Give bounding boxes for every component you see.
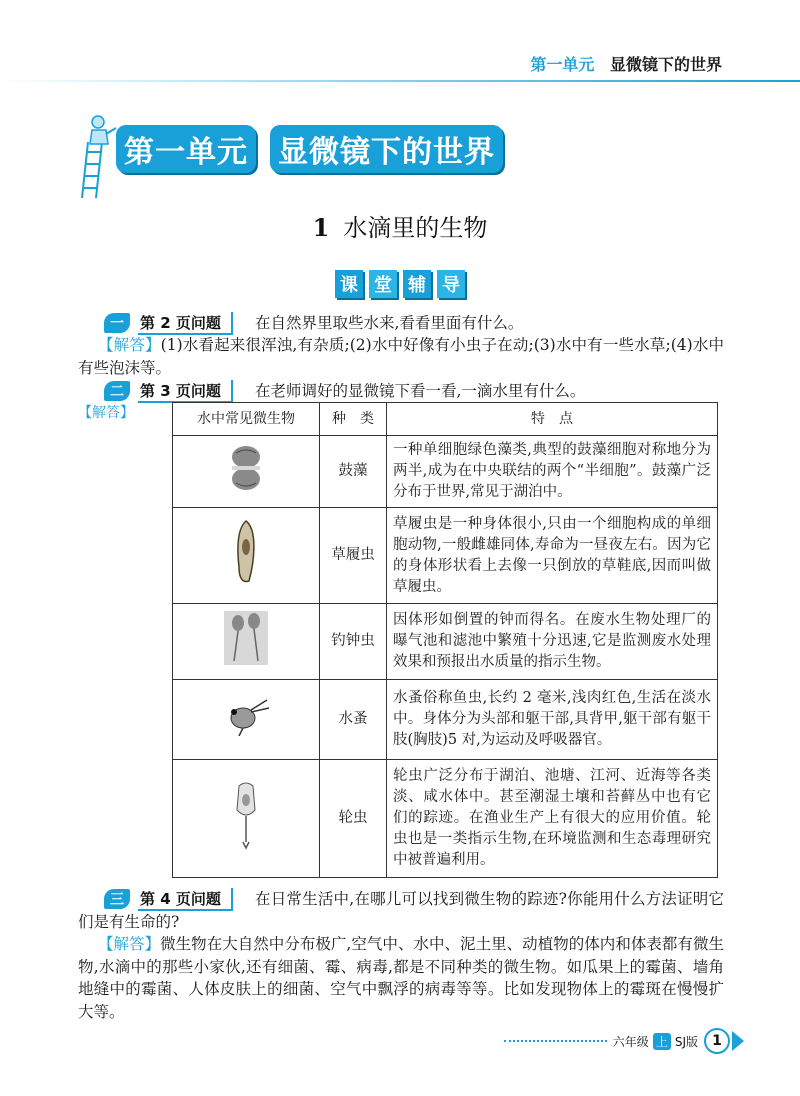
unit-banner-name: 显微镜下的世界 [270, 125, 503, 173]
footer-term: 上 [653, 1033, 671, 1050]
question-2-badge: 二 [104, 381, 130, 401]
question-2-label: 第 3 页问题 [138, 380, 233, 403]
table-row [173, 680, 718, 760]
lesson-title [0, 208, 800, 243]
organism-kind: 轮虫 [320, 760, 387, 878]
rotifer-image [173, 760, 320, 878]
table-row [173, 760, 718, 878]
page-footer [504, 1030, 744, 1052]
organism-feature: 一种单细胞绿色藻类,典型的鼓藻细胞对称地分为两半,成为在中央联结的两个“半细胞”。鼓藻广泛分布于世界,常见于湖泊中。 [387, 436, 718, 508]
table-row [173, 604, 718, 680]
footer-edition: SJ版 [674, 1034, 698, 1049]
question-1-answer [78, 334, 724, 379]
question-3-label: 第 4 页问题 [138, 888, 233, 911]
question-3-badge: 三 [104, 889, 130, 909]
organism-kind: 钓钟虫 [320, 604, 387, 680]
question-1-badge: 一 [104, 313, 130, 333]
table-header: 特 点 [387, 403, 718, 436]
daphnia-icon [221, 696, 271, 736]
header-rule [0, 80, 800, 82]
running-header-unit: 第一单元 [530, 55, 595, 74]
page-number: 1 [704, 1028, 730, 1054]
footer-dashes [504, 1040, 607, 1042]
daphnia-image [173, 680, 320, 760]
table-header: 水中常见微生物 [173, 403, 320, 436]
lesson-number: 1 [312, 213, 330, 242]
organism-feature: 轮虫广泛分布于湖泊、池塘、江河、近海等各类淡、咸水体中。甚至潮湿土壤和苔藓丛中也有它们的踪迹。在渔业生产上有很大的应用价值。轮虫也是一类指示生物,在环境监测和生态毒理研究中被普遍利用。 [387, 760, 718, 878]
section-header [0, 270, 800, 298]
vorticella-icon [224, 611, 268, 665]
question-2-tag [104, 380, 233, 402]
page-arrow-icon [732, 1031, 744, 1051]
organism-feature: 水蚤俗称鱼虫,长约 2 毫米,浅肉红色,生活在淡水中。身体分为头部和躯干部,具背甲,躯干部有躯干肢(胸肢)5 对,为运动及呼吸器官。 [387, 680, 718, 760]
section-char: 堂 [369, 270, 397, 298]
answer-label: 【解答】 [98, 336, 161, 354]
table-header: 种 类 [320, 403, 387, 436]
desmid-icon [226, 443, 266, 493]
lesson-name: 水滴里的生物 [343, 214, 488, 242]
table-header-row [173, 403, 718, 436]
running-header-title: 显微镜下的世界 [609, 55, 722, 74]
table-row [173, 436, 718, 508]
section-char: 课 [335, 270, 363, 298]
answer-label: 【解答】 [98, 935, 161, 953]
rotifer-icon [231, 780, 261, 850]
question-2-answer-label: 【解答】 [78, 405, 134, 421]
section-char: 辅 [403, 270, 431, 298]
paramecium-image [173, 508, 320, 604]
answer-text: 微生物在大自然中分布极广,空气中、水中、泥土里、动植物的体内和体表都有微生物,水滴中的那些小家伙,还有细菌、霉、病毒,都是不同种类的微生物。如瓜果上的霉菌、墙角地缝中的霉菌、人体皮肤上的细菌、空气中飘浮的病毒等等。比如发现物体上的霉斑在慢慢扩大等。 [78, 935, 724, 1021]
table-row [173, 508, 718, 604]
vorticella-image [173, 604, 320, 680]
footer-grade: 六年级 [612, 1034, 649, 1049]
microorganism-table [172, 402, 718, 878]
organism-feature: 因体形如倒置的钟而得名。在废水生物处理厂的曝气池和滤池中繁殖十分迅速,它是监测废水处理效果和预报出水质量的指示生物。 [387, 604, 718, 680]
organism-kind: 草履虫 [320, 508, 387, 604]
unit-banner-unit: 第一单元 [116, 125, 256, 173]
organism-kind: 鼓藻 [320, 436, 387, 508]
unit-banner-title [116, 126, 576, 172]
section-char: 导 [437, 270, 465, 298]
question-1-tag [104, 312, 233, 334]
question-2-text: 在老师调好的显微镜下看一看,一滴水里有什么。 [255, 382, 586, 400]
question-1-text: 在自然界里取些水来,看看里面有什么。 [255, 314, 524, 332]
paramecium-icon [231, 519, 261, 585]
answer-text: (1)水看起来很浑浊,有杂质;(2)水中好像有小虫子在动;(3)水中有一些水草;(4)水中有些泡沫等。 [78, 336, 724, 377]
question-3-answer [78, 933, 724, 1023]
question-1-label: 第 2 页问题 [138, 312, 233, 335]
organism-feature: 草履虫是一种身体很小,只由一个细胞构成的单细胞动物,一般雌雄同体,寿命为一昼夜左右。因为它的身体形状看上去像一只倒放的草鞋底,因而叫做草履虫。 [387, 508, 718, 604]
question-3-text: 在日常生活中,在哪儿可以找到微生物的踪迹?你能用什么方法证明它们是有生命的? [78, 890, 724, 931]
running-header [530, 52, 722, 75]
desmid-image [173, 436, 320, 508]
organism-kind: 水蚤 [320, 680, 387, 760]
unit-banner [78, 112, 518, 202]
climber-ladder-icon [78, 112, 118, 200]
